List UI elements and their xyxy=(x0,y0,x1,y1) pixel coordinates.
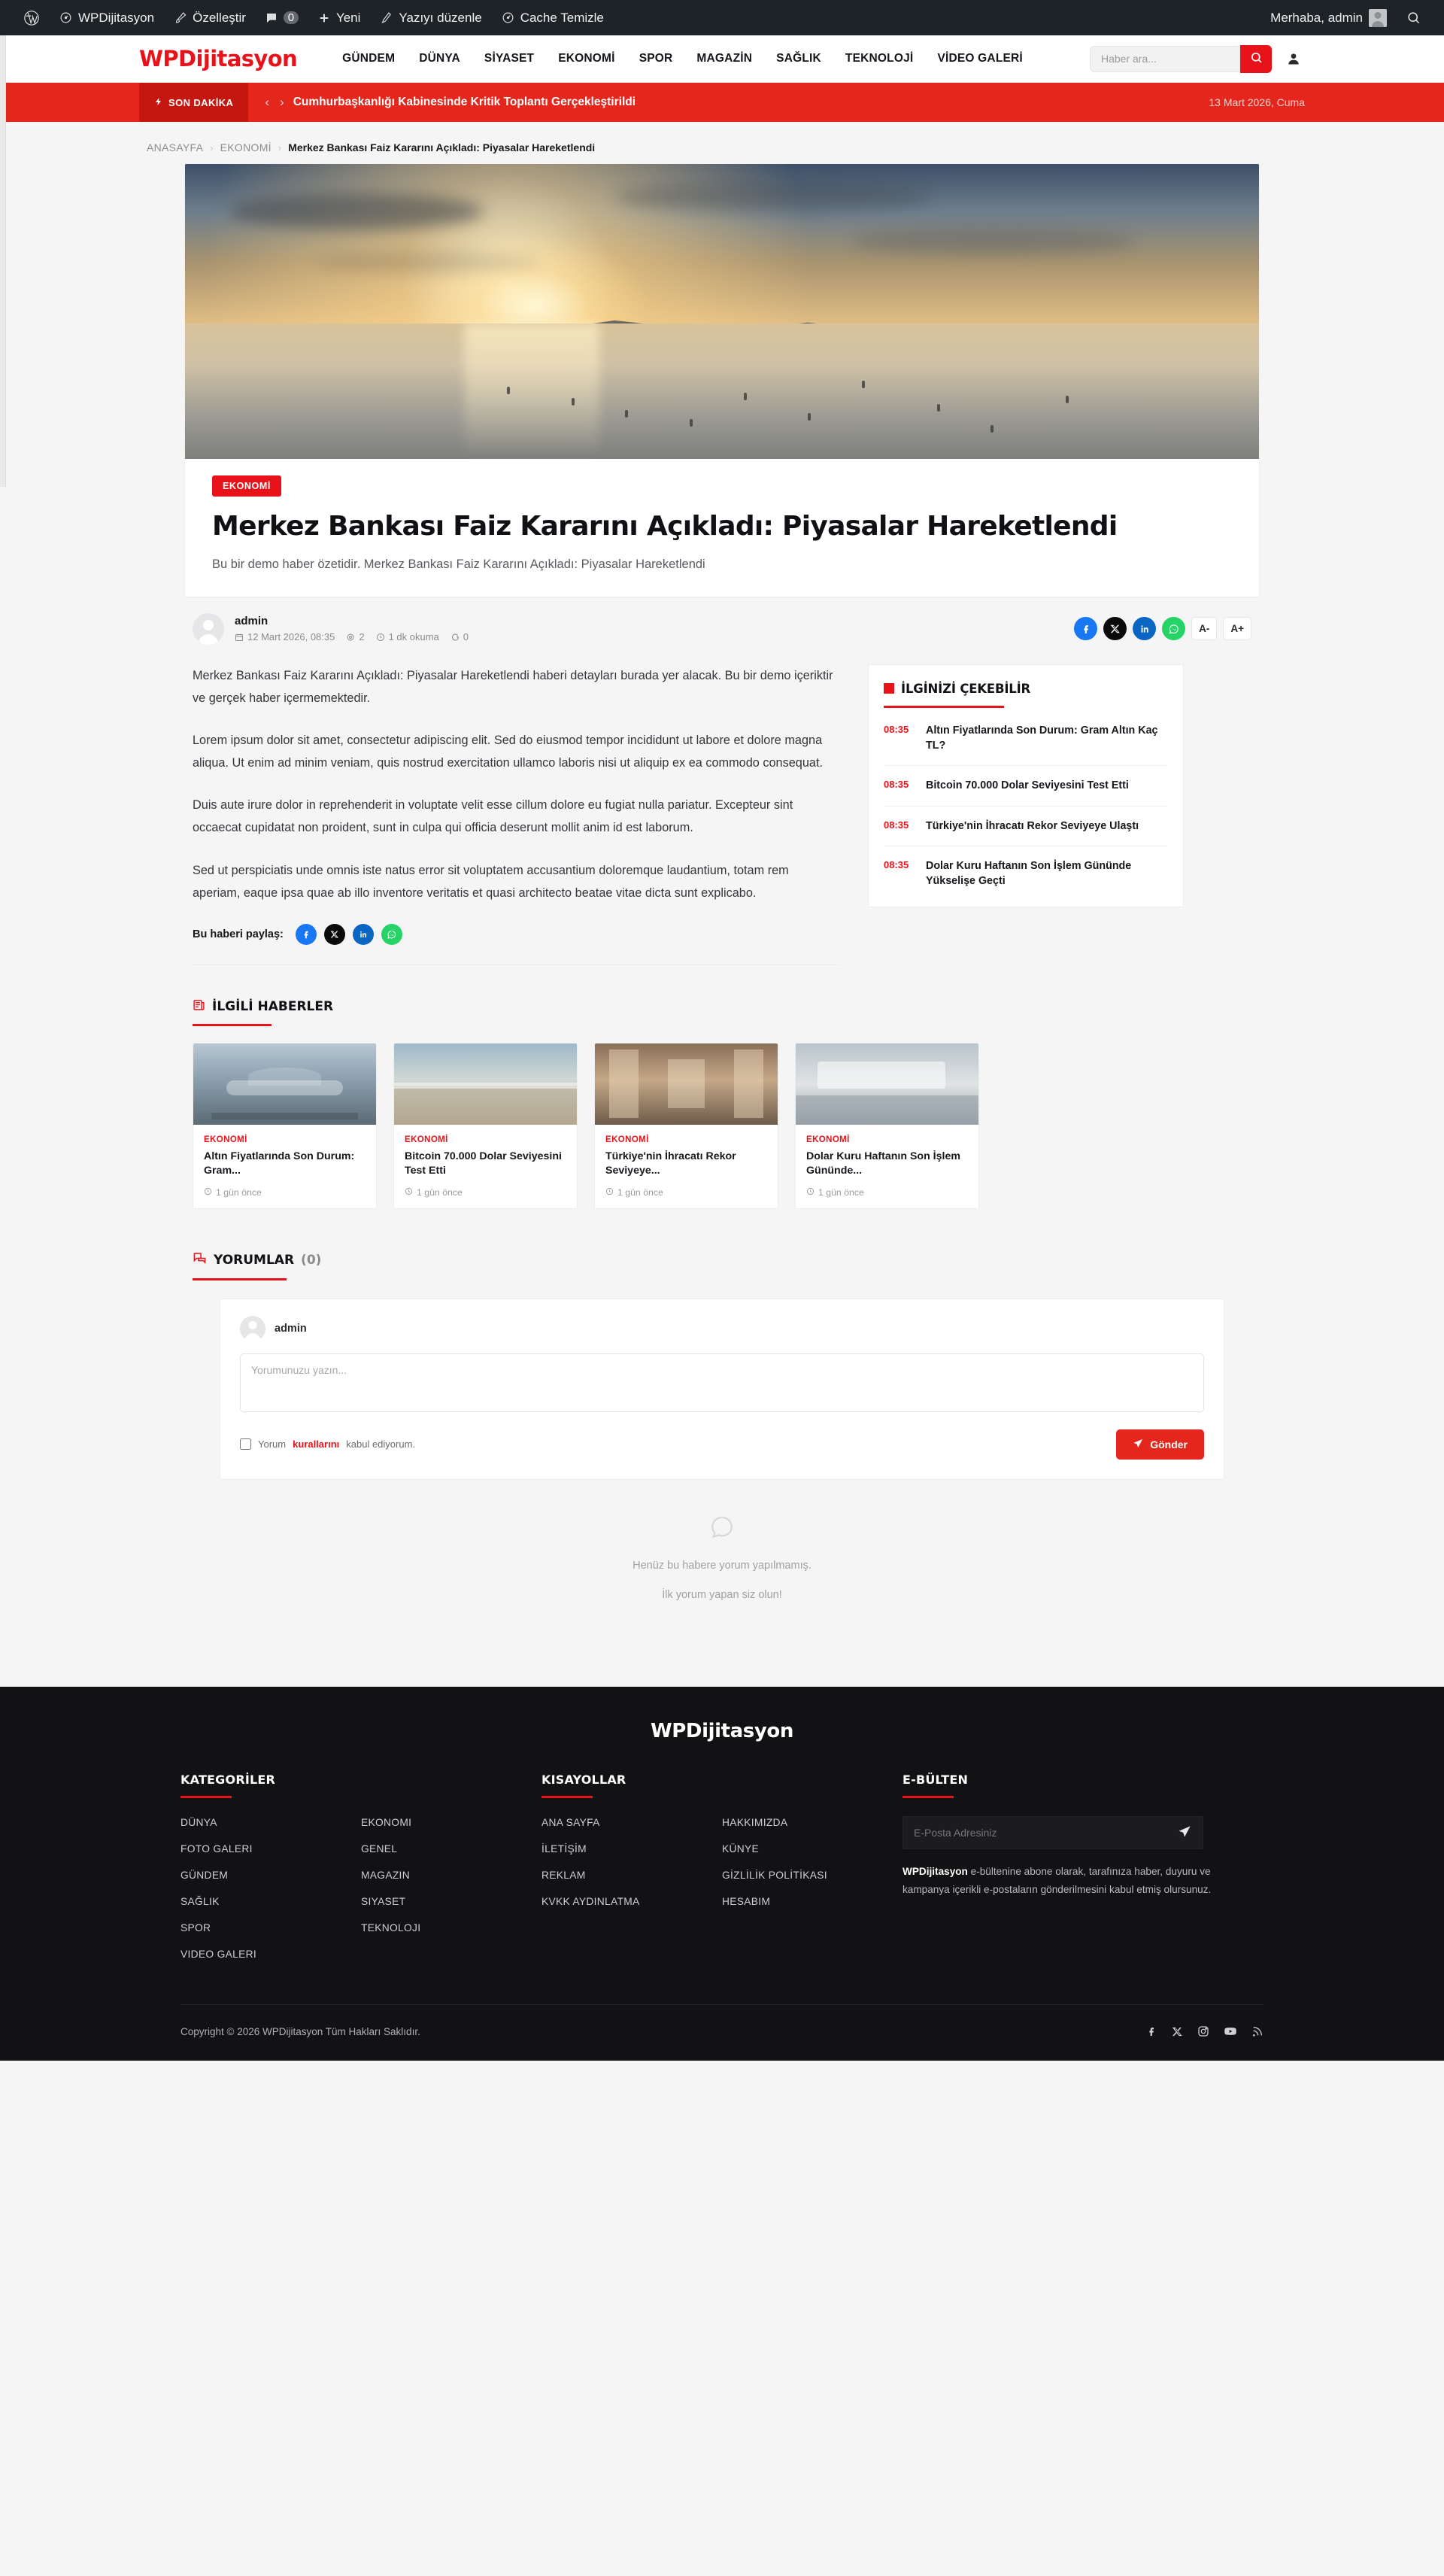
section-rule xyxy=(193,1278,287,1280)
chevron-left-icon[interactable]: ‹ xyxy=(265,95,270,109)
pencil-icon xyxy=(380,11,393,24)
article-column xyxy=(193,664,839,965)
chevron-right-icon: › xyxy=(278,141,282,153)
youtube-icon[interactable] xyxy=(1224,2025,1237,2038)
nav-item-siyaset[interactable]: SİYASET xyxy=(484,52,535,65)
site-name-label: WPDijitasyon xyxy=(78,10,155,25)
breaking-news-bar xyxy=(0,83,1444,122)
card-thumbnail xyxy=(394,1043,577,1125)
footer-link-iletisim[interactable]: İLETİŞİM xyxy=(542,1843,587,1855)
nav-item-video-galeri[interactable]: VİDEO GALERİ xyxy=(937,52,1023,65)
customize-label: Özelleştir xyxy=(193,10,246,25)
share-linkedin-button[interactable] xyxy=(353,924,374,945)
newsletter-submit-button[interactable] xyxy=(1178,1824,1192,1841)
main-navigation xyxy=(330,52,1090,65)
view-count: 2 xyxy=(346,631,364,642)
card-category: EKONOMİ xyxy=(806,1135,850,1144)
breaking-headline[interactable]: Cumhurbaşkanlığı Kabinesinde Kritik Toplantı Gerçekleştirildi xyxy=(293,96,636,108)
newsletter-form xyxy=(902,1816,1203,1849)
card-thumbnail xyxy=(595,1043,778,1125)
article-paragraph: Duis aute irure dolor in reprehenderit in voluptate velit esse cillum dolore eu fugiat nulla pariatur. Excepteur sint occaecat cupidatat non proident, sunt in culpa qui officia deserunt mollit anim id est laborum. xyxy=(193,798,793,835)
footer-shortcuts-col1 xyxy=(542,1816,722,1921)
card-category: EKONOMİ xyxy=(605,1135,649,1144)
search-submit-button[interactable] xyxy=(1240,45,1272,73)
comment-form xyxy=(220,1299,1224,1480)
linkedin-icon xyxy=(1139,624,1150,634)
rss-icon[interactable] xyxy=(1251,2025,1264,2038)
article-meta-bits xyxy=(235,631,469,642)
cache-clear-menu[interactable] xyxy=(492,0,614,35)
reading-time: 1 dk okuma xyxy=(376,631,439,642)
list-item[interactable] xyxy=(884,846,1168,901)
footer-link-gundem[interactable]: GÜNDEM xyxy=(180,1870,229,1882)
newsletter-email-input[interactable] xyxy=(914,1827,1178,1839)
share-facebook-button[interactable] xyxy=(1074,617,1097,640)
card-meta: 1 gün önce xyxy=(204,1187,366,1198)
footer-categories-col1 xyxy=(180,1816,361,1974)
avatar xyxy=(193,613,224,645)
instagram-icon[interactable] xyxy=(1197,2025,1209,2038)
share-x-button[interactable] xyxy=(1103,617,1127,640)
newsletter-brand: WPDijitasyon xyxy=(902,1866,968,1878)
plus-icon xyxy=(318,12,330,24)
new-label: Yeni xyxy=(335,10,361,25)
article-category-badge[interactable]: EKONOMİ xyxy=(212,475,281,497)
breadcrumb-home[interactable]: ANASAYFA xyxy=(147,141,204,153)
footer-link-gizlilik[interactable]: GİZLİLİK POLİTİKASI xyxy=(722,1870,827,1882)
footer-categories-col2 xyxy=(361,1816,542,1974)
footer-link-siyaset[interactable]: SIYASET xyxy=(361,1896,406,1908)
footer-link-ekonomi[interactable]: EKONOMI xyxy=(361,1817,412,1829)
widget-rule xyxy=(884,706,1004,708)
footer-head-newsletter: E-BÜLTEN xyxy=(902,1773,969,1788)
article-paragraph: Sed ut perspiciatis unde omnis iste natus error sit voluptatem accusantium doloremque laudantium, totam rem aperiam, eaque ipsa quae ab illo inventore veritatis et quasi architecto beatae vitae dicta sunt explicabo. xyxy=(193,863,789,900)
content-wrapper xyxy=(139,122,1305,1657)
footer-link-foto-galeri[interactable]: FOTO GALERI xyxy=(180,1843,253,1855)
clock-icon xyxy=(806,1187,815,1198)
list-item[interactable] xyxy=(884,766,1168,806)
related-card[interactable] xyxy=(393,1043,578,1209)
article-excerpt: Bu bir demo haber özetidir. Merkez Bankası Faiz Kararını Açıkladı: Piyasalar Hareketlendi xyxy=(212,557,705,571)
nav-item-saglik[interactable]: SAĞLIK xyxy=(776,52,821,65)
comment-form-header xyxy=(240,1316,1204,1341)
article-paragraph: Merkez Bankası Faiz Kararını Açıkladı: Piyasalar Hareketlendi haberi detayları burada yer alacak. Bu bir demo içeriktir ve gerçek haber içermemektedir. xyxy=(193,668,833,705)
card-title[interactable]: Altın Fiyatlarında Son Durum: Gram... xyxy=(204,1150,355,1177)
widget-list xyxy=(884,711,1168,901)
footer-link-kvkk[interactable]: KVKK AYDINLATMA xyxy=(542,1896,640,1908)
related-card[interactable] xyxy=(193,1043,377,1209)
wp-admin-bar xyxy=(0,0,1444,35)
search-input[interactable] xyxy=(1101,53,1229,65)
footer-link-hakkimizda[interactable]: HAKKIMIZDA xyxy=(722,1817,788,1829)
related-card[interactable] xyxy=(795,1043,979,1209)
share-whatsapp-button[interactable] xyxy=(381,924,402,945)
dashboard-icon xyxy=(59,11,72,24)
comment-rules-link[interactable]: kurallarını xyxy=(293,1438,340,1451)
new-content-menu[interactable] xyxy=(308,0,370,35)
nav-item-magazin[interactable]: MAGAZİN xyxy=(696,52,753,65)
gauge-icon xyxy=(502,11,514,24)
share-label: Bu haberi paylaş: xyxy=(193,928,284,940)
footer-head-categories: KATEGORİLER xyxy=(180,1773,276,1788)
item-time: 08:35 xyxy=(884,858,909,870)
x-icon xyxy=(1110,624,1121,634)
send-icon xyxy=(1133,1438,1144,1451)
item-title[interactable]: Dolar Kuru Haftanın Son İşlem Gününde Yükselişe Geçti xyxy=(926,859,1132,888)
footer-rule xyxy=(180,1796,232,1798)
share-x-button[interactable] xyxy=(324,924,345,945)
footer-link-hesabim[interactable]: HESABIM xyxy=(722,1896,771,1908)
footer-link-magazin[interactable]: MAGAZIN xyxy=(361,1870,410,1882)
share-button-group xyxy=(1074,617,1251,640)
clock-icon xyxy=(376,633,385,642)
no-comments-message xyxy=(193,1480,1251,1657)
clock-icon xyxy=(405,1187,413,1198)
comments-menu[interactable] xyxy=(256,0,308,35)
card-category: EKONOMİ xyxy=(405,1135,448,1144)
item-time: 08:35 xyxy=(884,723,909,735)
left-edge-strip xyxy=(0,35,6,487)
nav-item-teknoloji[interactable]: TEKNOLOJİ xyxy=(845,52,914,65)
wordpress-logo-menu[interactable] xyxy=(14,0,50,35)
card-meta: 1 gün önce xyxy=(405,1187,566,1198)
header-right xyxy=(1090,45,1305,73)
footer-link-video-galeri[interactable]: VIDEO GALERI xyxy=(180,1949,256,1961)
list-item[interactable] xyxy=(884,711,1168,767)
breadcrumb-category[interactable]: EKONOMİ xyxy=(220,141,272,153)
breaking-date: 13 Mart 2026, Cuma xyxy=(1209,96,1305,108)
widget-title: İLGİNİZİ ÇEKEBİLİR xyxy=(884,682,1168,696)
whatsapp-icon xyxy=(387,929,397,940)
comment-submit-button[interactable]: Gönder xyxy=(1116,1429,1204,1460)
site-logo[interactable]: WPDijitasyon xyxy=(139,46,298,71)
user-icon xyxy=(1286,51,1301,66)
comments-title: YORUMLAR (0) xyxy=(193,1251,1251,1269)
font-decrease-button[interactable]: A- xyxy=(1191,617,1217,640)
avatar xyxy=(240,1316,265,1341)
footer-bottom xyxy=(180,2004,1264,2061)
footer-link-spor[interactable]: SPOR xyxy=(180,1922,211,1934)
author-info xyxy=(235,615,469,642)
comment-bubble-icon xyxy=(265,12,278,24)
comment-bubble-icon xyxy=(193,1514,1251,1546)
breaking-nav-arrows xyxy=(248,95,293,110)
footer-column-categories xyxy=(180,1773,542,1974)
comment-icon xyxy=(450,633,460,642)
chevron-right-icon: › xyxy=(210,141,214,153)
customize-menu[interactable] xyxy=(164,0,256,35)
list-item[interactable] xyxy=(884,807,1168,846)
font-increase-button[interactable]: A+ xyxy=(1223,617,1251,640)
comment-count-badge: 0 xyxy=(284,11,299,24)
eye-icon xyxy=(346,633,355,642)
nav-item-ekonomi[interactable]: EKONOMİ xyxy=(558,52,615,65)
facebook-icon xyxy=(301,929,311,940)
search-icon xyxy=(1406,11,1421,25)
author-name[interactable]: admin xyxy=(235,615,268,628)
footer-link-saglik[interactable]: SAĞLIK xyxy=(180,1896,220,1908)
square-icon xyxy=(884,683,894,694)
comment-user-name: admin xyxy=(275,1322,307,1335)
wordpress-icon xyxy=(23,10,40,26)
no-comments-line2: İlk yorum yapan siz olun! xyxy=(662,1588,782,1601)
newspaper-icon xyxy=(193,998,205,1015)
card-title[interactable]: Dolar Kuru Haftanın Son İşlem Gününde... xyxy=(806,1150,960,1177)
footer-shortcuts-col2 xyxy=(722,1816,902,1921)
footer-grid xyxy=(180,1773,1264,2004)
comment-consent[interactable] xyxy=(240,1438,415,1450)
avatar xyxy=(1369,9,1387,27)
card-title[interactable]: Türkiye'nin İhracatı Rekor Seviyeye... xyxy=(605,1150,736,1177)
share-linkedin-button[interactable] xyxy=(1133,617,1156,640)
comment-consent-checkbox[interactable] xyxy=(240,1438,251,1450)
article-paragraph: Lorem ipsum dolor sit amet, consectetur adipiscing elit. Sed do eiusmod tempor incididunt ut labore et dolore magna aliqua. Ut enim ad minim veniam, quis nostrud exercitation ullamco laboris nisi ut aliquip ex ea commodo consequat. xyxy=(193,733,823,770)
x-icon[interactable] xyxy=(1172,2025,1183,2038)
site-name-menu[interactable] xyxy=(50,0,164,35)
card-meta: 1 gün önce xyxy=(605,1187,767,1198)
account-menu[interactable] xyxy=(1260,0,1397,35)
edit-post-menu[interactable] xyxy=(370,0,491,35)
related-news-section xyxy=(185,998,1259,1209)
cache-clear-label: Cache Temizle xyxy=(520,10,604,25)
breadcrumb xyxy=(139,134,1305,164)
page-title: Merkez Bankası Faiz Kararını Açıkladı: Piyasalar Hareketlendi xyxy=(212,511,1118,542)
comment-form-footer xyxy=(240,1429,1204,1460)
section-title: İLGİLİ HABERLER xyxy=(193,998,1251,1015)
footer-rule xyxy=(542,1796,593,1798)
related-card[interactable] xyxy=(594,1043,778,1209)
card-thumbnail xyxy=(796,1043,978,1125)
comment-count: 0 xyxy=(450,631,469,642)
item-title[interactable]: Altın Fiyatlarında Son Durum: Gram Altın Kaç TL? xyxy=(926,724,1158,752)
footer-logo[interactable]: WPDijitasyon xyxy=(650,1720,794,1743)
adminbar-search-button[interactable] xyxy=(1397,0,1430,35)
card-title[interactable]: Bitcoin 70.000 Dolar Seviyesini Test Etti xyxy=(405,1150,562,1177)
site-header xyxy=(0,35,1444,83)
footer-link-dunya[interactable]: DÜNYA xyxy=(180,1817,217,1829)
newsletter-description xyxy=(902,1863,1218,1899)
item-title[interactable]: Türkiye'nin İhracatı Rekor Seviyeye Ulaştı xyxy=(926,819,1139,832)
search-box xyxy=(1090,46,1240,72)
nav-item-dunya[interactable]: DÜNYA xyxy=(419,52,460,65)
site-footer xyxy=(0,1687,1444,2061)
footer-column-newsletter xyxy=(902,1773,1264,1974)
article-main-grid xyxy=(185,664,1259,965)
x-icon xyxy=(330,930,339,939)
comments-icon xyxy=(193,1251,207,1269)
item-time: 08:35 xyxy=(884,779,909,791)
sidebar xyxy=(868,664,1184,908)
greeting-label: Merhaba, admin xyxy=(1270,10,1363,25)
footer-link-ana-sayfa[interactable]: ANA SAYFA xyxy=(542,1817,600,1829)
comments-count: (0) xyxy=(301,1252,322,1268)
related-cards xyxy=(193,1043,1251,1209)
copyright-text: Copyright © 2026 WPDijitasyon Tüm Hakları Saklıdır. xyxy=(180,2025,420,2037)
item-time: 08:35 xyxy=(884,819,909,831)
share-facebook-button[interactable] xyxy=(296,924,317,945)
facebook-icon[interactable] xyxy=(1145,2025,1157,2038)
share-whatsapp-button[interactable] xyxy=(1162,617,1185,640)
nav-item-gundem[interactable]: GÜNDEM xyxy=(342,52,396,65)
user-account-button[interactable] xyxy=(1282,47,1305,70)
paintbrush-icon xyxy=(174,11,187,24)
whatsapp-icon xyxy=(1168,623,1180,635)
article-body xyxy=(193,664,839,904)
breaking-badge-label: SON DAKİKA xyxy=(168,96,234,108)
inline-share-row xyxy=(193,924,839,965)
facebook-icon xyxy=(1080,623,1092,635)
search-icon xyxy=(1250,51,1263,66)
calendar-icon xyxy=(235,633,244,642)
card-meta: 1 gün önce xyxy=(806,1187,968,1198)
footer-link-genel[interactable]: GENEL xyxy=(361,1843,398,1855)
item-title[interactable]: Bitcoin 70.000 Dolar Seviyesini Test Etti xyxy=(926,779,1129,792)
footer-social-links xyxy=(1145,2025,1264,2038)
linkedin-icon xyxy=(359,930,368,939)
article-meta-row xyxy=(185,613,1259,645)
comments-section xyxy=(185,1251,1259,1657)
footer-rule xyxy=(902,1796,954,1798)
consent-text-pre: Yorum xyxy=(258,1438,287,1451)
consent-text-post: kabul ediyorum. xyxy=(346,1438,416,1451)
article-featured-image xyxy=(185,164,1259,459)
breaking-badge xyxy=(139,83,248,122)
section-rule xyxy=(193,1024,272,1026)
clock-icon xyxy=(204,1187,212,1198)
bolt-icon xyxy=(154,96,163,109)
article-hero-card xyxy=(185,164,1259,597)
footer-link-teknoloji[interactable]: TEKNOLOJI xyxy=(361,1922,421,1934)
card-thumbnail xyxy=(193,1043,376,1125)
footer-link-reklam[interactable]: REKLAM xyxy=(542,1870,586,1882)
comment-textarea[interactable] xyxy=(240,1353,1204,1412)
breadcrumb-current: Merkez Bankası Faiz Kararını Açıkladı: Piyasalar Hareketlendi xyxy=(288,141,596,153)
clock-icon xyxy=(605,1187,614,1198)
publish-date: 12 Mart 2026, 08:35 xyxy=(235,631,335,642)
sidebar-widget-ilginizi-cekebilir xyxy=(868,664,1184,908)
send-icon xyxy=(1178,1824,1192,1841)
edit-post-label: Yazıyı düzenle xyxy=(399,10,482,25)
nav-item-spor[interactable]: SPOR xyxy=(639,52,673,65)
footer-link-kunye[interactable]: KÜNYE xyxy=(722,1843,760,1855)
newsletter-text: e-bültenine abone olarak, tarafınıza haber, duyuru ve kampanya içerikli e-postaların gönderilmesini kabul etmiş olursunuz. xyxy=(902,1866,1212,1896)
footer-column-shortcuts xyxy=(542,1773,902,1974)
chevron-right-icon[interactable]: › xyxy=(280,95,284,109)
footer-head-shortcuts: KISAYOLLAR xyxy=(542,1773,626,1788)
no-comments-line1: Henüz bu habere yorum yapılmamış. xyxy=(633,1559,811,1572)
card-category: EKONOMİ xyxy=(204,1135,247,1144)
